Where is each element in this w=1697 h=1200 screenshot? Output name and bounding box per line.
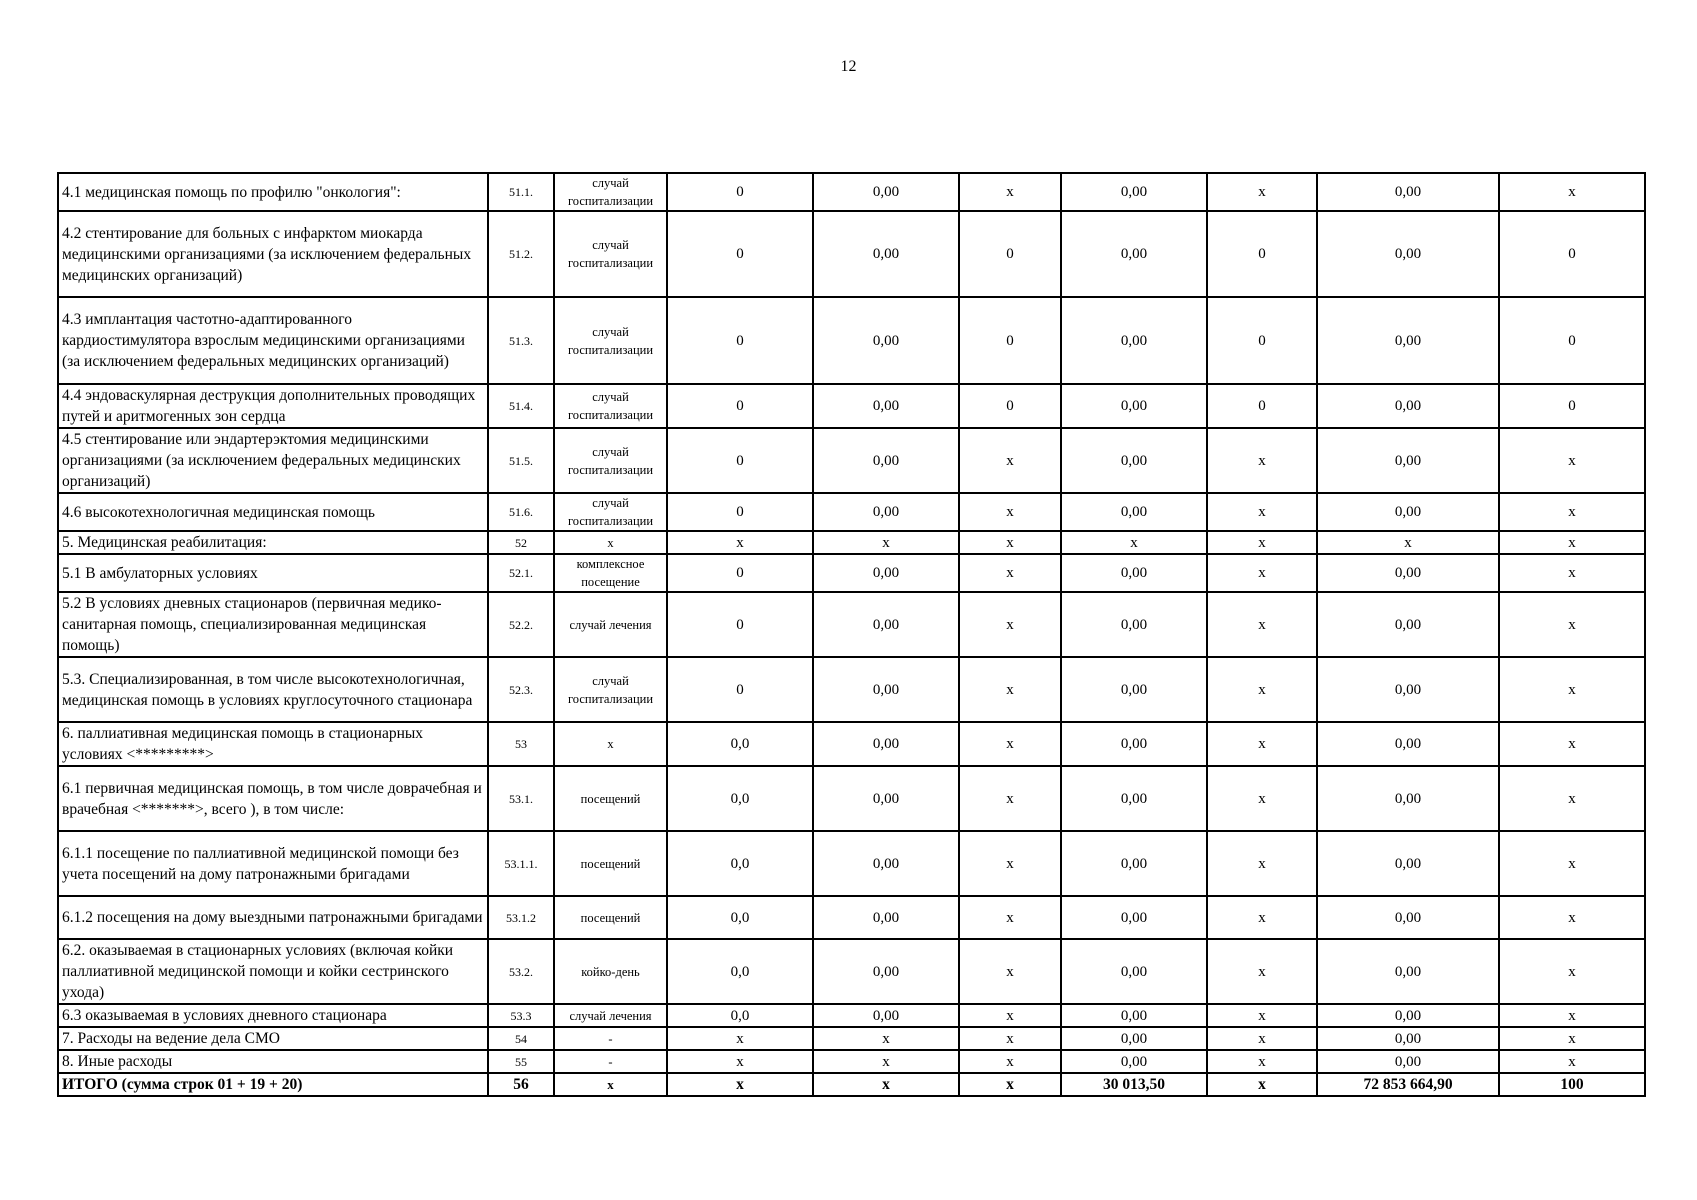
row-value: x [1499, 766, 1645, 831]
row-name: 8. Иные расходы [58, 1050, 488, 1073]
row-unit: койко-день [554, 939, 667, 1004]
row-value: x [1499, 554, 1645, 592]
row-value: x [1207, 1050, 1317, 1073]
row-unit: случай лечения [554, 592, 667, 657]
row-value: 0,00 [1317, 554, 1499, 592]
row-value: x [813, 1027, 959, 1050]
row-value: 0 [667, 657, 813, 722]
row-value: x [1207, 428, 1317, 493]
row-name: 5. Медицинская реабилитация: [58, 531, 488, 554]
row-unit: случай госпитализации [554, 211, 667, 297]
row-value: 0 [959, 211, 1061, 297]
row-value: x [959, 939, 1061, 1004]
total-row [58, 1073, 1645, 1096]
row-value: 0,0 [667, 831, 813, 896]
row-name: 6. паллиативная медицинская помощь в стационарных условиях <*********> [58, 722, 488, 766]
table-row [58, 173, 1645, 211]
row-value: 0,00 [813, 657, 959, 722]
row-value: x [1207, 766, 1317, 831]
row-value: 0 [1207, 384, 1317, 428]
row-value: 0,00 [1317, 384, 1499, 428]
row-value: 0,00 [1061, 1004, 1207, 1027]
table-row [58, 766, 1645, 831]
row-value: 0,00 [1061, 1050, 1207, 1073]
row-value: x [959, 428, 1061, 493]
row-value: 0,00 [1061, 554, 1207, 592]
row-value: x [1499, 896, 1645, 939]
row-value: 0,00 [1317, 722, 1499, 766]
row-value: x [667, 531, 813, 554]
table-row [58, 592, 1645, 657]
table-row [58, 428, 1645, 493]
row-value: 0 [667, 384, 813, 428]
row-value: 0 [959, 384, 1061, 428]
row-value: 100 [1499, 1073, 1645, 1096]
row-value: 0,00 [813, 211, 959, 297]
row-unit: - [554, 1050, 667, 1073]
row-value: 0,00 [813, 592, 959, 657]
row-value: 0 [959, 297, 1061, 384]
row-name: 6.1 первичная медицинская помощь, в том числе доврачебная и врачебная <*******>, всего ), в том числе: [58, 766, 488, 831]
row-value: 0,00 [1317, 1027, 1499, 1050]
row-value: 0,00 [1061, 722, 1207, 766]
row-value: 0,00 [1061, 211, 1207, 297]
row-value: 0,00 [813, 1004, 959, 1027]
row-value: x [1499, 173, 1645, 211]
row-value: x [1207, 657, 1317, 722]
row-code: 53.1. [488, 766, 554, 831]
row-value: x [813, 1050, 959, 1073]
row-unit: посещений [554, 896, 667, 939]
row-value: x [1499, 657, 1645, 722]
row-code: 53 [488, 722, 554, 766]
row-name: 6.1.1 посещение по паллиативной медицинской помощи без учета посещений на дому патронажными бригадами [58, 831, 488, 896]
row-value: x [1499, 592, 1645, 657]
table-row [58, 831, 1645, 896]
table-row [58, 1004, 1645, 1027]
row-code: 53.1.2 [488, 896, 554, 939]
row-value: 0,00 [1317, 493, 1499, 531]
row-value: 0 [1499, 384, 1645, 428]
row-code: 52.1. [488, 554, 554, 592]
row-value: x [1207, 173, 1317, 211]
row-value: x [1207, 1004, 1317, 1027]
row-value: x [1499, 831, 1645, 896]
row-value: x [959, 554, 1061, 592]
table-row [58, 722, 1645, 766]
row-code: 55 [488, 1050, 554, 1073]
row-value: 0 [1499, 211, 1645, 297]
row-value: 0,00 [1317, 939, 1499, 1004]
row-unit: посещений [554, 766, 667, 831]
row-value: x [959, 493, 1061, 531]
row-value: 0 [667, 211, 813, 297]
row-value: 0,00 [813, 297, 959, 384]
row-value: x [1207, 592, 1317, 657]
row-value: 0,00 [813, 428, 959, 493]
row-unit: x [554, 1073, 667, 1096]
row-value: 0 [667, 428, 813, 493]
table-row [58, 297, 1645, 384]
row-code: 51.5. [488, 428, 554, 493]
row-unit: случай госпитализации [554, 428, 667, 493]
row-value: 0 [667, 297, 813, 384]
row-value: x [1499, 1027, 1645, 1050]
row-value: 0 [667, 493, 813, 531]
row-value: x [959, 766, 1061, 831]
row-value: 0,00 [813, 766, 959, 831]
row-value: x [959, 831, 1061, 896]
row-name: 4.1 медицинская помощь по профилю "онкология": [58, 173, 488, 211]
row-value: x [813, 1073, 959, 1096]
table-row [58, 657, 1645, 722]
row-value: 0,00 [1061, 1027, 1207, 1050]
row-value: x [959, 1073, 1061, 1096]
row-value: x [1499, 531, 1645, 554]
row-value: 30 013,50 [1061, 1073, 1207, 1096]
row-value: x [959, 592, 1061, 657]
row-unit: комплексное посещение [554, 554, 667, 592]
row-name: 4.5 стентирование или эндартерэктомия медицинскими организациями (за исключением федеральных медицинских организаций) [58, 428, 488, 493]
row-name: 5.1 В амбулаторных условиях [58, 554, 488, 592]
row-value: 0,00 [1317, 592, 1499, 657]
row-value: x [959, 1050, 1061, 1073]
row-unit: случай госпитализации [554, 384, 667, 428]
row-value: 0,00 [813, 173, 959, 211]
table-row [58, 384, 1645, 428]
row-code: 53.3 [488, 1004, 554, 1027]
row-unit: случай лечения [554, 1004, 667, 1027]
financial-table [57, 172, 1646, 1097]
row-value: 0,00 [1317, 896, 1499, 939]
row-name: 4.4 эндоваскулярная деструкция дополнительных проводящих путей и аритмогенных зон сердца [58, 384, 488, 428]
row-code: 52.2. [488, 592, 554, 657]
row-value: x [1207, 493, 1317, 531]
row-value: 0,00 [1317, 297, 1499, 384]
row-value: 0,00 [1061, 384, 1207, 428]
row-code: 56 [488, 1073, 554, 1096]
row-value: x [1207, 1073, 1317, 1096]
row-name: 5.3. Специализированная, в том числе высокотехнологичная, медицинская помощь в условиях круглосуточного стационара [58, 657, 488, 722]
row-value: 0,00 [1061, 592, 1207, 657]
table-row [58, 211, 1645, 297]
row-value: x [1207, 1027, 1317, 1050]
row-unit: x [554, 722, 667, 766]
row-value: 0 [1207, 211, 1317, 297]
row-value: x [813, 531, 959, 554]
row-name: 5.2 В условиях дневных стационаров (первичная медико-санитарная помощь, специализированная медицинская помощь) [58, 592, 488, 657]
row-value: 0 [1499, 297, 1645, 384]
row-value: x [1499, 722, 1645, 766]
row-unit: случай госпитализации [554, 297, 667, 384]
row-code: 51.3. [488, 297, 554, 384]
row-value: 0 [667, 173, 813, 211]
row-value: 0,00 [1317, 657, 1499, 722]
row-code: 53.2. [488, 939, 554, 1004]
row-value: x [1207, 554, 1317, 592]
row-value: 0,00 [813, 384, 959, 428]
row-name: 4.2 стентирование для больных с инфарктом миокарда медицинскими организациями (за исключением федеральных медицинских организаций) [58, 211, 488, 297]
row-value: 0,00 [1061, 657, 1207, 722]
row-value: 0,00 [1317, 766, 1499, 831]
row-value: 0,00 [813, 939, 959, 1004]
row-name: 7. Расходы на ведение дела СМО [58, 1027, 488, 1050]
row-value: x [1317, 531, 1499, 554]
row-value: 0,00 [1317, 1004, 1499, 1027]
row-value: 0,00 [813, 896, 959, 939]
row-value: 0,00 [1061, 766, 1207, 831]
table-row [58, 554, 1645, 592]
row-unit: посещений [554, 831, 667, 896]
row-value: x [1061, 531, 1207, 554]
row-code: 51.6. [488, 493, 554, 531]
row-value: x [1207, 939, 1317, 1004]
row-value: 0 [667, 592, 813, 657]
row-value: x [959, 1004, 1061, 1027]
row-value: x [667, 1073, 813, 1096]
table-row [58, 531, 1645, 554]
row-value: x [959, 173, 1061, 211]
row-value: 0,00 [1061, 297, 1207, 384]
row-value: 0,0 [667, 896, 813, 939]
row-unit: случай госпитализации [554, 173, 667, 211]
row-unit: x [554, 531, 667, 554]
row-value: x [1499, 1004, 1645, 1027]
row-value: x [1207, 896, 1317, 939]
row-code: 52.3. [488, 657, 554, 722]
row-value: 0 [667, 554, 813, 592]
table-row [58, 939, 1645, 1004]
row-value: 72 853 664,90 [1317, 1073, 1499, 1096]
row-name: 4.3 имплантация частотно-адаптированного кардиостимулятора взрослым медицинскими организациями (за исключением федеральных медицинских организаций) [58, 297, 488, 384]
row-value: 0,00 [1317, 1050, 1499, 1073]
row-value: x [1499, 939, 1645, 1004]
row-value: 0,00 [1061, 831, 1207, 896]
row-value: 0,00 [1317, 211, 1499, 297]
row-unit: случай госпитализации [554, 493, 667, 531]
table-row [58, 1050, 1645, 1073]
row-value: 0,00 [1061, 493, 1207, 531]
row-value: x [667, 1027, 813, 1050]
row-value: x [1207, 831, 1317, 896]
row-name: ИТОГО (сумма строк 01 + 19 + 20) [58, 1073, 488, 1096]
row-code: 51.4. [488, 384, 554, 428]
row-value: x [959, 531, 1061, 554]
row-value: 0 [1207, 297, 1317, 384]
row-code: 51.2. [488, 211, 554, 297]
row-value: x [959, 657, 1061, 722]
row-value: 0,00 [1317, 831, 1499, 896]
row-value: x [959, 1027, 1061, 1050]
row-code: 53.1.1. [488, 831, 554, 896]
row-value: x [667, 1050, 813, 1073]
row-value: 0,00 [1061, 896, 1207, 939]
row-name: 4.6 высокотехнологичная медицинская помощь [58, 493, 488, 531]
table-row [58, 493, 1645, 531]
row-value: x [1207, 722, 1317, 766]
row-value: x [1499, 428, 1645, 493]
row-name: 6.1.2 посещения на дому выездными патронажными бригадами [58, 896, 488, 939]
table-row [58, 896, 1645, 939]
row-value: 0,00 [1061, 173, 1207, 211]
row-value: 0,00 [1317, 428, 1499, 493]
row-value: 0,0 [667, 939, 813, 1004]
row-value: 0,00 [813, 554, 959, 592]
row-value: 0,00 [813, 831, 959, 896]
row-code: 51.1. [488, 173, 554, 211]
row-unit: - [554, 1027, 667, 1050]
page-number: 12 [840, 58, 857, 75]
row-value: 0,0 [667, 1004, 813, 1027]
row-value: x [1499, 1050, 1645, 1073]
row-unit: случай госпитализации [554, 657, 667, 722]
row-value: 0,00 [813, 722, 959, 766]
table-row [58, 1027, 1645, 1050]
row-value: 0,00 [1061, 428, 1207, 493]
row-value: x [959, 896, 1061, 939]
row-name: 6.2. оказываемая в стационарных условиях (включая койки паллиативной медицинской помощи и койки сестринского ухода) [58, 939, 488, 1004]
row-value: 0,0 [667, 766, 813, 831]
row-code: 52 [488, 531, 554, 554]
row-code: 54 [488, 1027, 554, 1050]
table-body [58, 173, 1645, 1096]
row-value: x [959, 722, 1061, 766]
row-value: 0,00 [813, 493, 959, 531]
row-value: x [1499, 493, 1645, 531]
row-value: 0,00 [1317, 173, 1499, 211]
row-value: 0,0 [667, 722, 813, 766]
row-value: 0,00 [1061, 939, 1207, 1004]
row-name: 6.3 оказываемая в условиях дневного стационара [58, 1004, 488, 1027]
row-value: x [1207, 531, 1317, 554]
